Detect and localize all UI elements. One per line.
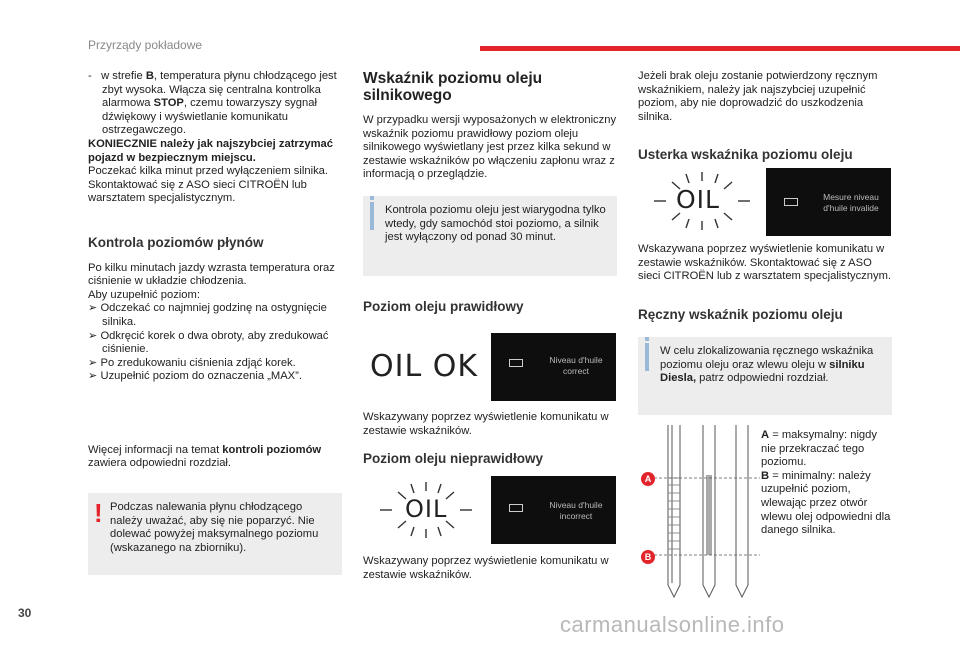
text: W celu zlokalizowania ręcznego wskaźnika poziomu oleju oraz wlewu oleju w <box>660 345 874 371</box>
oil-ok-heading: Poziom oleju prawidłowy <box>363 298 524 314</box>
more-info-text <box>88 444 342 471</box>
oil-ok-display: OIL OK <box>370 349 478 384</box>
info-icon <box>645 343 649 371</box>
text: Podczas nalewania płynu chłodzącego należy uważać, aby się nie poparzyć. Nie dolewać powyżej maksymalnego poziomu (wskazanego na zbiorniku). <box>110 501 319 554</box>
oil-bad-heading: Poziom oleju nieprawidłowy <box>363 451 544 466</box>
panel-text: Niveau d'huile correct <box>549 355 603 376</box>
text: zawiera odpowiedni rozdział. <box>88 457 232 470</box>
watermark: carmanualsonline.info <box>560 612 785 637</box>
text: w strefie <box>101 70 146 82</box>
oil-confirm-text: Jeżeli brak oleju zostanie potwierdzony ręcznym wskaźnikiem, należy jak najszybciej uzupełnić poziom, aby nie doprowadzić do uszkodzenia silnika. <box>638 70 878 123</box>
text: B <box>761 469 770 482</box>
fluids-heading: Kontrola poziomów płynów <box>88 234 264 250</box>
text: = maksymalny: nigdy nie przekraczać tego poziomu. <box>761 429 877 469</box>
oil-fault-panel <box>766 168 891 236</box>
info-icon <box>370 202 374 230</box>
step-arrow-icon: ➢ <box>88 356 101 369</box>
stop-vehicle-warning: KONIECZNIE należy jak najszybciej zatrzymać pojazd w bezpiecznym miejscu. <box>88 137 333 164</box>
fluids-fill-label: Aby uzupełnić poziom: <box>88 288 200 301</box>
fluids-intro: Po kilku minutach jazdy wzrasta temperatura oraz ciśnienie w układzie chłodzenia. <box>88 261 335 288</box>
text: Uzupełnić poziom do oznaczenia „MAX”. <box>100 370 302 383</box>
text: = minimalny: należy uzupełnić poziom, wlewając przez otwór wlewu olej odpowiedni dla danego silnika. <box>761 469 891 537</box>
step-arrow-icon: ➢ <box>88 370 101 383</box>
oil-gauge-intro: W przypadku wersji wyposażonych w elektroniczny wskaźnik poziomu prawidłowy poziom oleju silnikowego wyświetlany jest przez kilka sekund w zestawie wskaźników po włączeniu zapłonu wraz z informacją o przeglądzie. <box>363 114 617 181</box>
text: kontroli poziomów <box>222 443 322 456</box>
oil-bad-display: OIL <box>405 495 448 523</box>
manual-info-note <box>638 337 892 415</box>
text: Po zredukowaniu ciśnienia zdjąć korek. <box>100 356 296 369</box>
text: Odczekać co najmniej godzinę na ostygnięcie silnika. <box>100 302 327 328</box>
oil-can-icon <box>509 359 523 367</box>
oil-can-icon <box>784 198 798 206</box>
dipstick-illustration <box>640 425 760 600</box>
fault-heading: Usterka wskaźnika poziomu oleju <box>638 147 853 163</box>
column-left <box>88 70 342 575</box>
page-section-title: Przyrządy pokładowe <box>88 38 203 52</box>
panel-text: Mesure niveau d'huile invalide <box>823 192 879 213</box>
warning-exclamation-icon: ! <box>94 498 103 529</box>
contact-text: Skontaktować się z ASO sieci CITROËN lub warsztatem specjalistycznym. <box>88 178 307 205</box>
fluids-step <box>88 330 342 357</box>
text: Odkręcić korek o dwa obroty, aby zredukować ciśnienie. <box>100 329 329 356</box>
gauge-label-a: A <box>641 472 655 486</box>
fluids-step <box>88 302 342 329</box>
info-note <box>363 196 617 276</box>
wait-text: Poczekać kilka minut przed wyłączeniem silnika. <box>88 165 329 178</box>
text: Kontrola poziomu oleju jest wiarygodna tylko wtedy, gdy samochód stoi poziomo, a silnik jest wyłączony od ponad 30 minut. <box>385 203 606 244</box>
gauge-a-description <box>761 429 891 470</box>
fluids-step <box>88 370 342 384</box>
text: patrz odpowiedni rozdział. <box>696 372 829 385</box>
oil-bad-panel <box>491 476 616 544</box>
text: , temperatura płynu chłodzącego jest zbyt wysoka. Włącza się centralna kontrolka alarmowa <box>102 70 337 110</box>
oil-gauge-heading: Wskaźnik poziomu oleju silnikowego <box>363 70 543 104</box>
oil-can-icon <box>509 504 523 512</box>
zone-b-label: B <box>145 70 154 82</box>
column-right <box>638 70 892 162</box>
stop-label: STOP <box>153 97 184 110</box>
gauge-label-b: B <box>641 550 655 564</box>
text: Więcej informacji na temat <box>88 443 223 456</box>
text: silniku Diesla, <box>660 358 865 385</box>
text: A <box>761 429 770 441</box>
panel-text: Niveau d'huile incorrect <box>549 500 603 521</box>
gauge-b-description <box>761 470 891 538</box>
fault-caption: Wskazywana poprzez wyświetlenie komunikatu w zestawie wskaźników. Skontaktować się z ASO sieci CITROËN lub z warsztatem specjalistycznym. <box>638 243 892 283</box>
manual-gauge-heading: Ręczny wskaźnik poziomu oleju <box>638 307 843 322</box>
page-number: 30 <box>18 606 32 620</box>
step-arrow-icon: ➢ <box>88 302 101 315</box>
step-arrow-icon: ➢ <box>88 329 101 342</box>
fluids-step <box>88 357 342 371</box>
caution-note <box>88 493 342 575</box>
gauge-legend <box>761 429 891 538</box>
oil-fault-display: OIL <box>676 185 720 214</box>
text: , czemu towarzyszy sygnał dźwiękowy i wyświetlanie komunikatu ostrzegawczego. <box>102 97 317 137</box>
oil-ok-caption: Wskazywany poprzez wyświetlenie komunikatu w zestawie wskaźników. <box>363 411 609 437</box>
column-middle <box>363 70 617 314</box>
header-accent-bar <box>480 46 960 51</box>
temperature-warning-item: - w strefie B, temperatura płynu chłodzącego jest zbyt wysoka. Włącza się centralna kontrolka alarmowa STOP, czemu towarzyszy sygnał dźwiękowy i wyświetlanie komunikatu ostrzegawczego. <box>88 70 337 137</box>
oil-bad-caption: Wskazywany poprzez wyświetlenie komunikatu w zestawie wskaźników. <box>363 555 609 581</box>
oil-ok-panel <box>491 333 616 401</box>
